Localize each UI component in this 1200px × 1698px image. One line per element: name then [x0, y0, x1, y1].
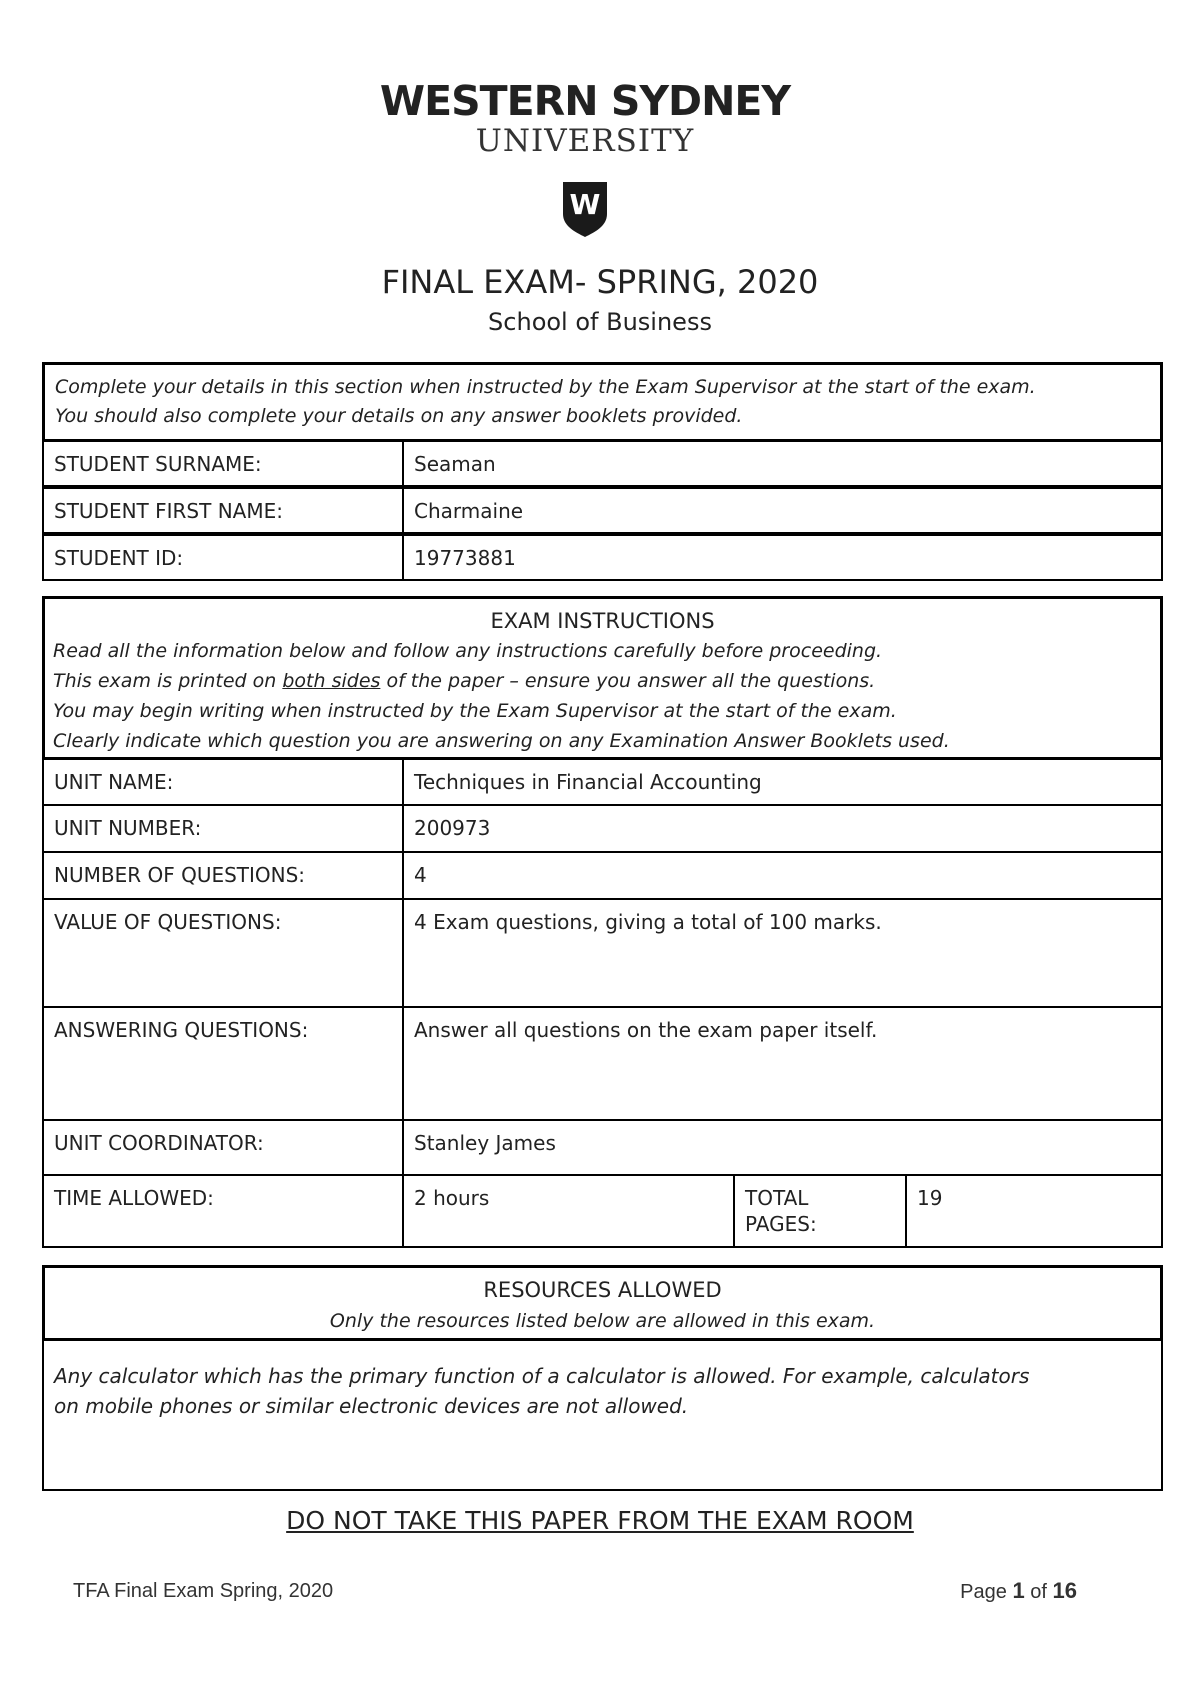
resources-header	[42, 1265, 1163, 1341]
unit-number-value: 200973	[414, 816, 491, 840]
resources-heading: RESOURCES ALLOWED	[483, 1278, 722, 1302]
resources-body	[42, 1341, 1163, 1491]
student-firstname-row	[42, 487, 1163, 534]
footer-title: TFA Final Exam Spring, 2020	[73, 1580, 334, 1602]
field-label: UNIT COORDINATOR:	[44, 1121, 404, 1174]
number-of-questions-row	[42, 853, 1163, 900]
time-allowed-value: 2 hours	[404, 1176, 735, 1246]
surname-value[interactable]: Seaman	[414, 452, 496, 476]
field-label: STUDENT SURNAME:	[44, 442, 404, 485]
answering-questions-value: Answer all questions on the exam paper itself.	[414, 1018, 878, 1042]
resources-subheading: Only the resources listed below are allowed in this exam.	[329, 1310, 876, 1332]
field-label: VALUE OF QUESTIONS:	[44, 900, 404, 1006]
exam-title: FINAL EXAM- SPRING, 2020	[381, 263, 819, 301]
note-line2: You should also complete your details on any answer booklets provided.	[55, 405, 743, 427]
time-allowed-row	[42, 1176, 1163, 1248]
answering-questions-row	[42, 1008, 1163, 1121]
student-id-value[interactable]: 19773881	[414, 546, 516, 570]
unit-coordinator-value: Stanley James	[414, 1131, 556, 1155]
total-pages-value: 19	[917, 1186, 943, 1210]
both-sides-emphasis: both sides	[282, 670, 381, 692]
firstname-value[interactable]: Charmaine	[414, 499, 524, 523]
student-details-note	[42, 362, 1163, 442]
unit-number-row	[42, 806, 1163, 853]
resources-line1: Any calculator which has the primary function of a calculator is allowed. For example, calculators	[54, 1364, 1030, 1388]
instructions-line3: You may begin writing when instructed by the Exam Supervisor at the start of the exam.	[53, 700, 897, 722]
university-logo	[375, 78, 795, 238]
instructions-line2: This exam is printed on both sides of the paper – ensure you answer all the questions.	[53, 670, 876, 692]
total-pages-label: TOTAL PAGES:	[735, 1176, 907, 1246]
resources-line2: on mobile phones or similar electronic devices are not allowed.	[54, 1394, 689, 1418]
field-label: ANSWERING QUESTIONS:	[44, 1008, 404, 1119]
logo-line2: UNIVERSITY	[475, 123, 695, 159]
logo-line1: WESTERN SYDNEY	[379, 77, 791, 125]
value-of-questions-value: 4 Exam questions, giving a total of 100 marks.	[414, 910, 882, 934]
field-label: TIME ALLOWED:	[44, 1176, 404, 1246]
field-label: STUDENT FIRST NAME:	[44, 489, 404, 532]
exam-room-warning: DO NOT TAKE THIS PAPER FROM THE EXAM ROOM	[286, 1506, 914, 1535]
instructions-line1: Read all the information below and follow any instructions carefully before proceeding.	[53, 640, 883, 662]
number-of-questions-value: 4	[414, 863, 427, 887]
student-surname-row	[42, 442, 1163, 487]
exam-instructions	[42, 596, 1163, 760]
shield-logo-icon	[561, 180, 609, 238]
field-label: UNIT NUMBER:	[44, 806, 404, 851]
field-label: STUDENT ID:	[44, 536, 404, 579]
instructions-line4: Clearly indicate which question you are answering on any Examination Answer Booklets used.	[53, 730, 950, 752]
unit-name-row	[42, 760, 1163, 806]
unit-coordinator-row	[42, 1121, 1163, 1176]
unit-name-value: Techniques in Financial Accounting	[414, 770, 762, 794]
school-name: School of Business	[488, 308, 712, 336]
shield-letter: W	[569, 188, 601, 221]
instructions-heading: EXAM INSTRUCTIONS	[490, 609, 715, 633]
note-line1: Complete your details in this section when instructed by the Exam Supervisor at the start of the exam.	[55, 376, 1036, 398]
student-id-row	[42, 534, 1163, 581]
field-label: UNIT NAME:	[44, 760, 404, 804]
page-number: Page 1 of 16	[960, 1578, 1077, 1603]
value-of-questions-row	[42, 900, 1163, 1008]
field-label: NUMBER OF QUESTIONS:	[44, 853, 404, 898]
